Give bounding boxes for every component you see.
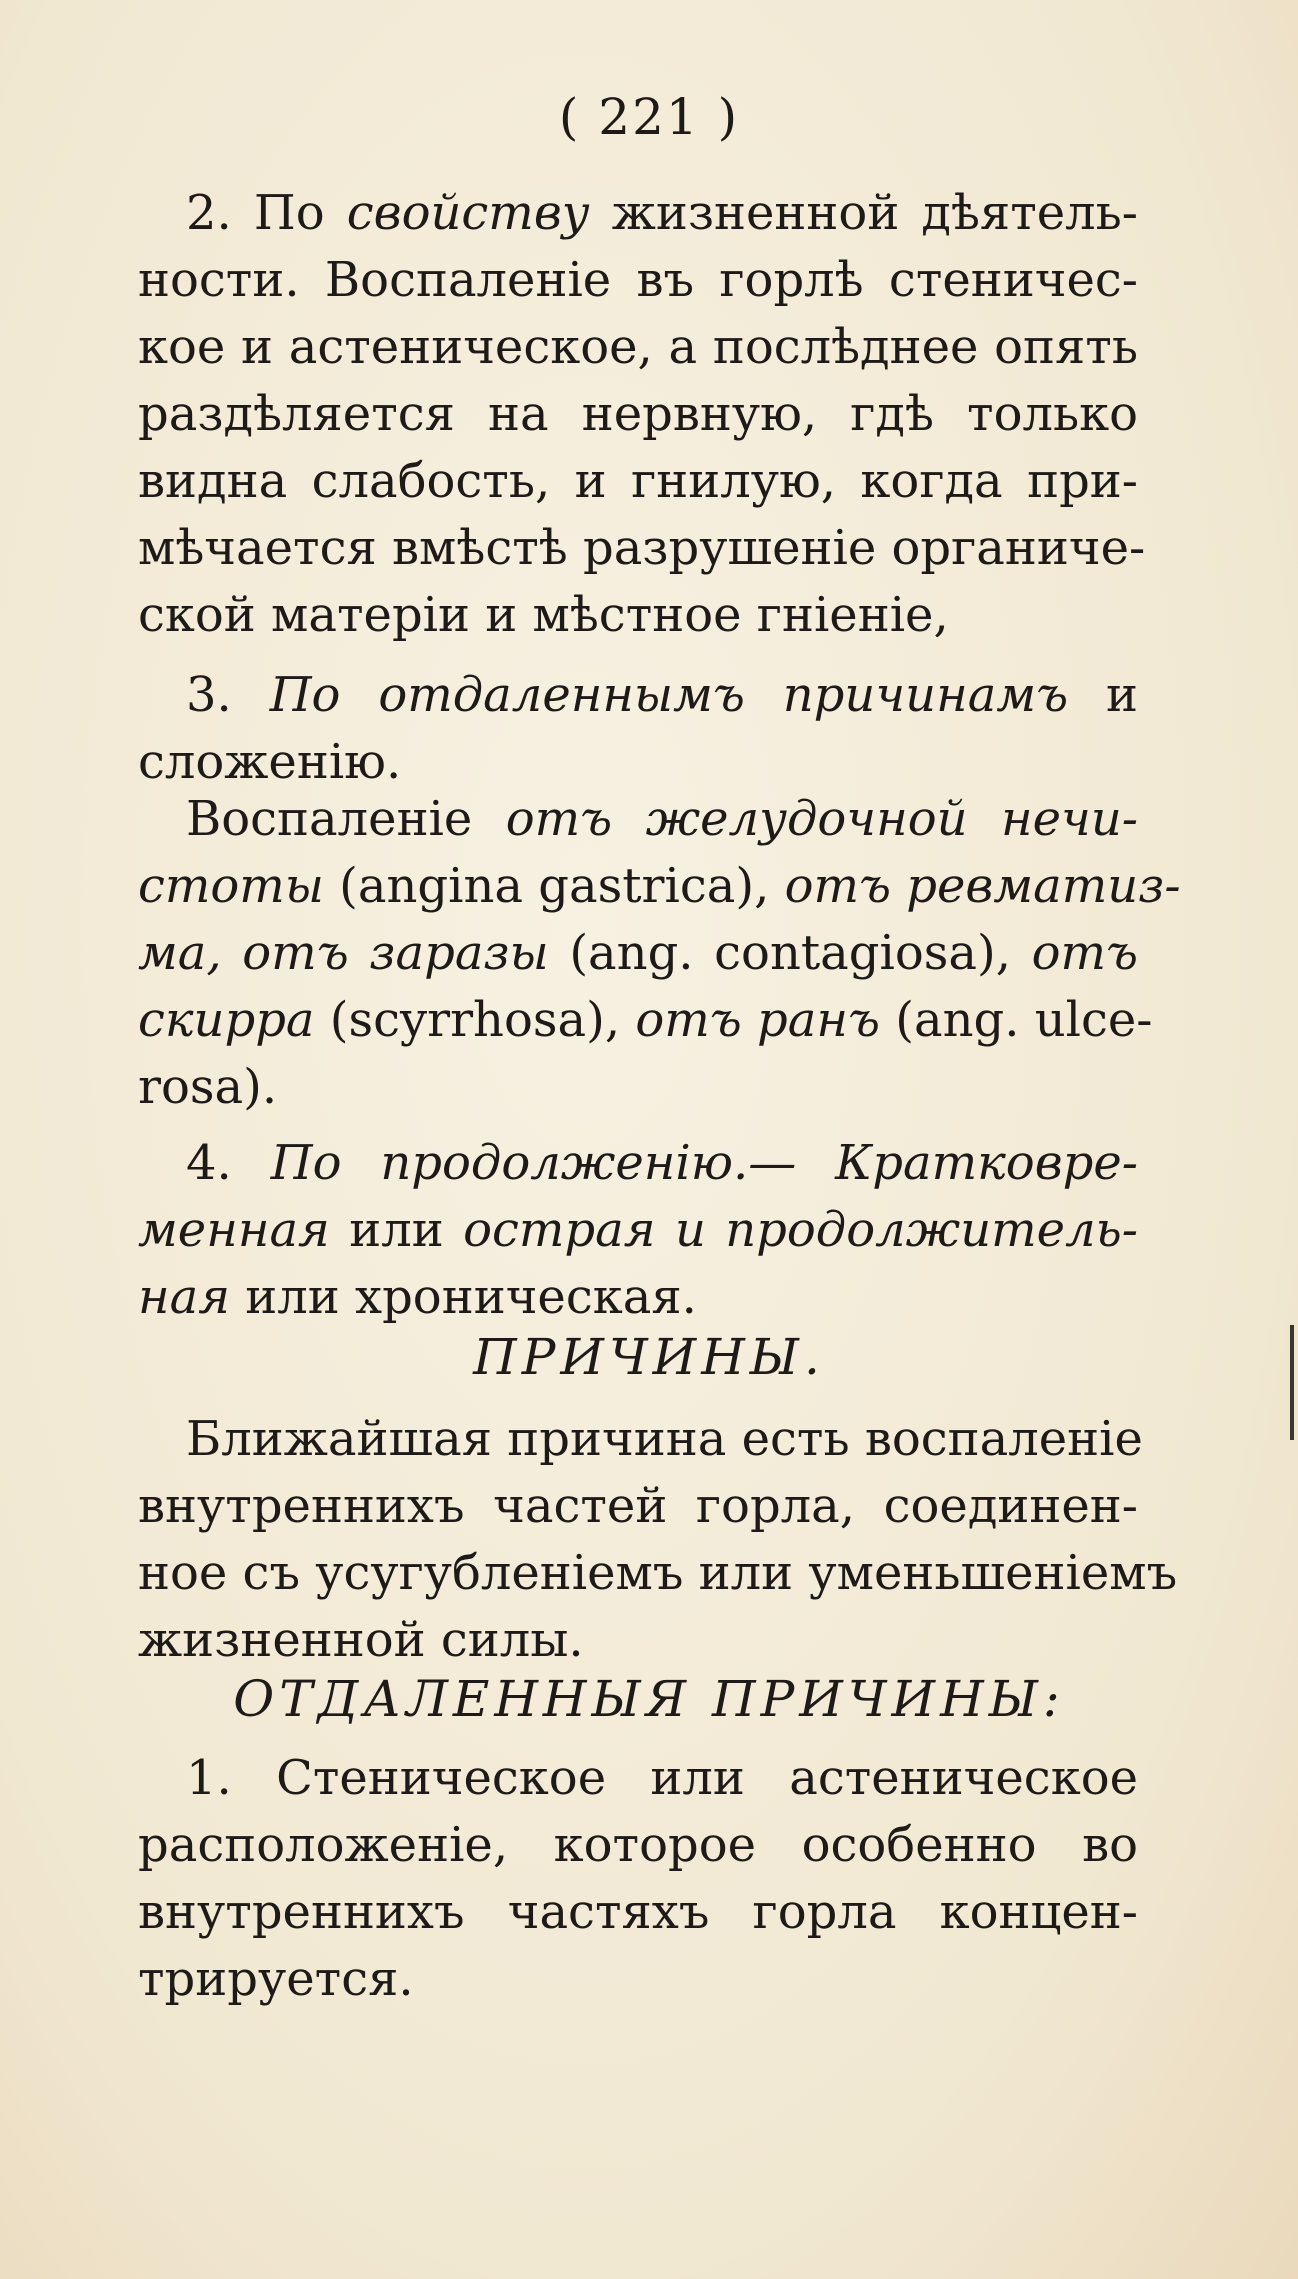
text-line: мѣчается вмѣстѣ разрушеніе органиче- bbox=[138, 520, 1146, 576]
text-line: ской матеріи и мѣстное гніеніе, bbox=[138, 587, 949, 643]
section-heading-remote-causes: ОТДАЛЕННЫЯ ПРИЧИНЫ: bbox=[233, 1670, 1065, 1728]
text-line: 4. По продолженію.— Кратковре- bbox=[186, 1135, 1138, 1191]
text-line: внутреннихъ частяхъ горла концен- bbox=[138, 1884, 1138, 1940]
page-number: ( 221 ) bbox=[558, 88, 740, 146]
text-line: стоты (angina gastrica), отъ ревматиз- bbox=[138, 858, 1181, 914]
text-line: Воспаленіе отъ желудочной нечи- bbox=[186, 791, 1139, 847]
text-line: Ближайшая причина есть воспаленіе bbox=[186, 1411, 1143, 1467]
text-line: кое и астеническое, а послѣднее опять bbox=[138, 319, 1138, 375]
text-line: раздѣляется на нервную, гдѣ только bbox=[138, 386, 1138, 442]
text-line: ное съ усугубленіемъ или уменьшеніемъ bbox=[138, 1545, 1178, 1601]
page-edge-mark bbox=[1290, 1325, 1294, 1440]
text-line: жизненной силы. bbox=[138, 1612, 584, 1668]
text-line: менная или острая и продолжитель- bbox=[138, 1202, 1138, 1258]
text-line: трируется. bbox=[138, 1951, 414, 2007]
text-line: видна слабость, и гнилую, когда при- bbox=[138, 453, 1138, 509]
text-line: сложенію. bbox=[138, 734, 402, 790]
text-line: 3. По отдаленнымъ причинамъ и bbox=[186, 667, 1138, 723]
text-line: ности. Воспаленіе въ горлѣ стеничес- bbox=[138, 252, 1138, 308]
paragraph-by-vital-property bbox=[138, 180, 1146, 649]
paragraph-by-duration bbox=[138, 1130, 1138, 1331]
paragraph-proximate-cause bbox=[138, 1406, 1178, 1674]
text-line: 2. По свойству жизненной дѣятель- bbox=[186, 185, 1138, 241]
text-line: 1. Стеническое или астеническое bbox=[186, 1750, 1138, 1806]
paragraph-by-remote-causes bbox=[138, 662, 1138, 796]
text-line: внутреннихъ частей горла, соединен- bbox=[138, 1478, 1138, 1534]
text-line: ма, отъ заразы (ang. contagiosa), отъ bbox=[138, 925, 1139, 981]
text-line: ная или хроническая. bbox=[138, 1269, 697, 1325]
text-line: rosa). bbox=[138, 1059, 278, 1115]
section-heading-causes: ПРИЧИНЫ. bbox=[473, 1328, 825, 1386]
paragraph-remote-cause-1 bbox=[138, 1745, 1138, 2013]
paragraph-inflammation-types bbox=[138, 786, 1181, 1121]
text-line: расположеніе, которое особенно во bbox=[138, 1817, 1138, 1873]
text-line: скирра (scyrrhosa), отъ ранъ (ang. ulce- bbox=[138, 992, 1153, 1048]
